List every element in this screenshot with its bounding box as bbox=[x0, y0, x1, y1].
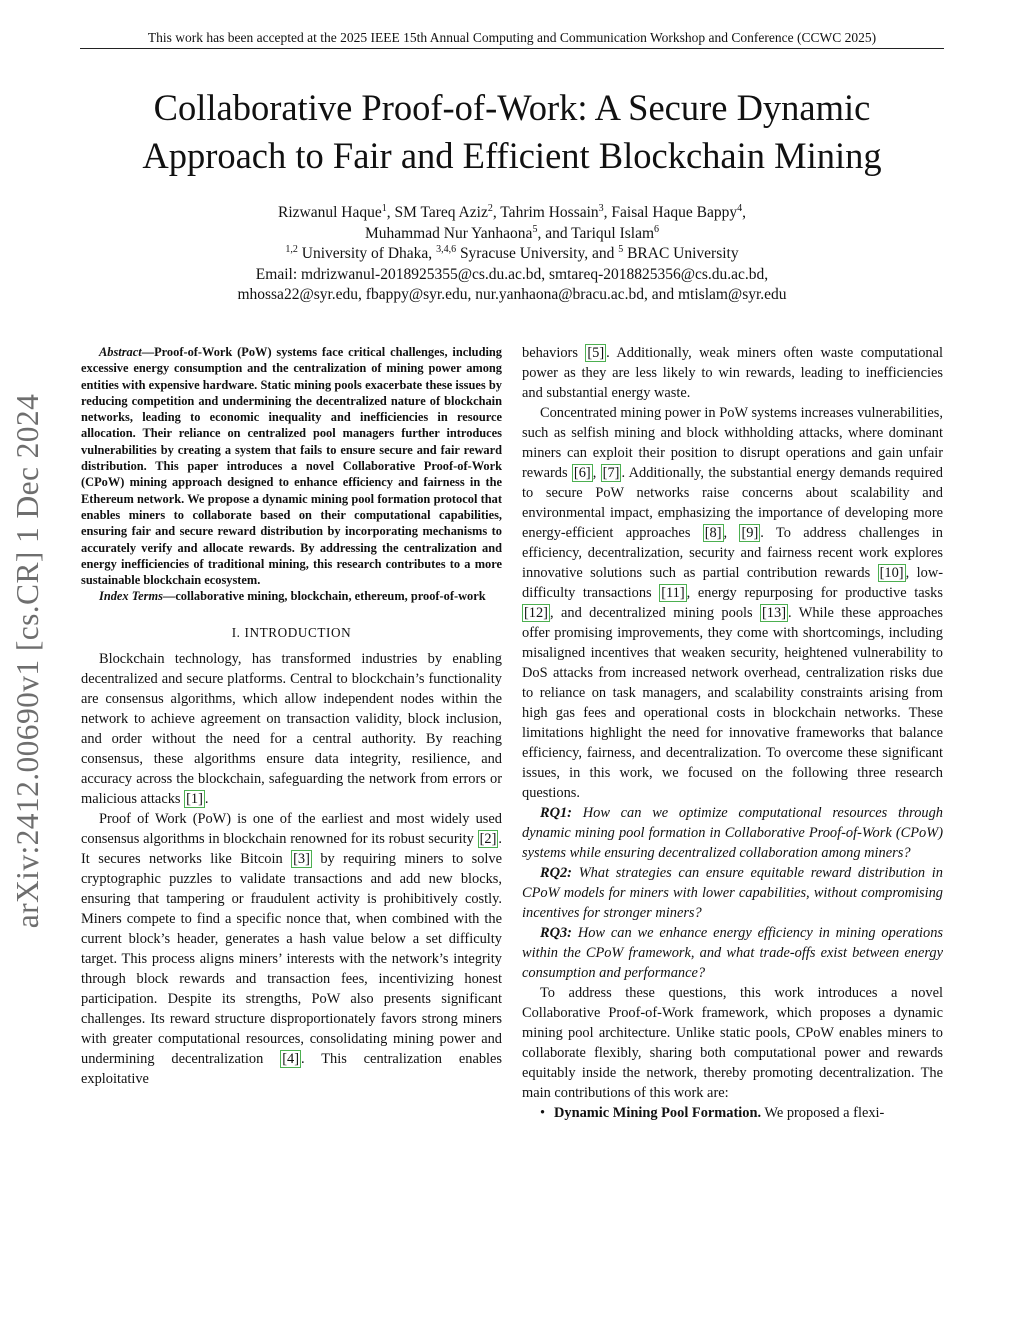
affil-mark: 2 bbox=[487, 203, 493, 214]
research-question-2 bbox=[522, 863, 943, 923]
continued-paragraph bbox=[522, 343, 943, 403]
paragraph-text: , low-difficulty transactions bbox=[522, 565, 943, 601]
index-terms-label: Index Terms bbox=[99, 589, 163, 604]
citation-link[interactable]: [7] bbox=[602, 465, 620, 481]
title-line-2: Approach to Fair and Efficient Blockchain Mining bbox=[142, 135, 882, 176]
paragraph-text: Concentrated mining power in PoW systems increases vulnerabilities, such as selfish mining and block withholding attacks, where dominant miners can exploit their position to disrupt operations and gain unfair rewards bbox=[522, 405, 943, 481]
citation-link[interactable]: [12] bbox=[524, 605, 548, 621]
affil-mark: 3 bbox=[598, 203, 604, 214]
citation-link[interactable]: [11] bbox=[661, 585, 685, 601]
affil-mark: 4 bbox=[737, 203, 743, 214]
bullet-title: Dynamic Mining Pool Formation. bbox=[554, 1105, 762, 1121]
affil-mark: 1 bbox=[381, 203, 387, 214]
citation-link[interactable]: [2] bbox=[479, 830, 497, 847]
affil-mark: 5 bbox=[532, 223, 538, 235]
author-block bbox=[110, 203, 914, 306]
affil-mark: 3,4,6 bbox=[436, 244, 457, 255]
abstract-label: Abstract bbox=[99, 345, 142, 359]
affiliation: University of Dhaka, bbox=[297, 245, 437, 262]
rq-text: How can we enhance energy efficiency in mining operations within the CPoW framework, and what trade-offs exist between energy consumption and performance? bbox=[522, 925, 943, 981]
acceptance-note: This work has been accepted at the 2025 IEEE 15th Annual Computing and Communication Workshop and Conference (CCWC 2025) bbox=[147, 30, 877, 45]
intro-paragraph-3 bbox=[522, 403, 943, 803]
arxiv-identifier: arXiv:2412.00690v1 [cs.CR] 1 Dec 2024 bbox=[10, 393, 45, 929]
author-name: , Tahrim Hossain bbox=[492, 204, 599, 221]
paragraph-text: , energy repurposing for productive tasks bbox=[686, 585, 943, 601]
rq-text: How can we optimize computational resources through dynamic mining pool formation in Collaborative Proof-of-Work (CPoW) systems while ensuring decentralized collaboration among miners? bbox=[522, 805, 943, 861]
citation-link[interactable]: [10] bbox=[879, 565, 904, 581]
paragraph-text: . It secures networks like Bitcoin bbox=[81, 830, 502, 867]
bullet-dot-icon: • bbox=[540, 1105, 546, 1121]
paragraph-text: , and decentralized mining pools bbox=[549, 605, 761, 621]
paragraph-text: Proof of Work (PoW) is one of the earliest and most widely used consensus algorithms in blockchain renowned for its robust security bbox=[81, 810, 502, 847]
rq-text: What strategies can ensure equitable reward distribution in CPoW models for miners with lower capabilities, without compromising incentives for stronger miners? bbox=[522, 865, 943, 921]
author-separator: , bbox=[742, 204, 746, 221]
citation-link[interactable]: [8] bbox=[704, 525, 722, 541]
rq-label: RQ3: bbox=[540, 925, 572, 941]
contributions-paragraph: To address these questions, this work introduces a novel Collaborative Proof-of-Work framework, which proposes a dynamic mining pool architecture. Unlike static pools, CPoW enables miners to collaborate flexibly, sharing both computational power and rewards equitably inside the network, thereby promoting decentralization. The main contributions of this work are: bbox=[522, 985, 943, 1101]
paragraph-text: Blockchain technology, has transformed industries by enabling decentralized and secure platforms. Central to blockchain’s functionality are consensus algorithms, which allow independent nodes within the network to achieve agreement on transaction validity, block inclusion, and order without the need for a central authority. By reaching consensus, these algorithms ensure data integrity, resilience, and accuracy across the blockchain, safeguarding the network from errors or malicious attacks bbox=[81, 650, 502, 807]
research-question-3 bbox=[522, 923, 943, 983]
affiliation: Syracuse University, and bbox=[456, 245, 619, 262]
affiliation-line bbox=[110, 244, 914, 265]
citation-link[interactable]: [9] bbox=[741, 525, 759, 541]
rq-label: RQ1: bbox=[540, 805, 572, 821]
section-heading: I. INTRODUCTION bbox=[231, 624, 352, 640]
author-name: , Faisal Haque Bappy bbox=[603, 204, 738, 221]
paragraph-text: . This centralization enables exploitative bbox=[81, 1050, 503, 1087]
index-terms bbox=[81, 588, 502, 604]
paragraph-text: . Additionally, the substantial energy demands required to secure PoW networks raise concerns about scalability and environmental impact, emphasizing the importance of developing more energy-efficient approaches bbox=[522, 465, 943, 541]
author-line-1 bbox=[110, 203, 914, 224]
author-name: , and Tariqul Islam bbox=[537, 224, 655, 242]
author-name: , SM Tareq Aziz bbox=[386, 204, 488, 221]
affiliation: BRAC University bbox=[623, 245, 739, 262]
author-line-2 bbox=[110, 224, 914, 245]
title-line-1: Collaborative Proof-of-Work: A Secure Dynamic bbox=[153, 87, 871, 128]
email-line-2: mhossa22@syr.edu, fbappy@syr.edu, nur.yanhaona@bracu.ac.bd, and mtislam@syr.edu bbox=[237, 286, 787, 303]
affil-mark: 1,2 bbox=[285, 244, 298, 255]
intro-paragraph-1 bbox=[81, 649, 502, 809]
paragraph-text: , bbox=[592, 465, 601, 481]
citation-link[interactable]: [13] bbox=[762, 605, 786, 621]
intro-paragraph-2 bbox=[81, 809, 502, 1089]
paragraph-text: by requiring miners to solve cryptographic puzzles to validate transactions and add new blocks, ensuring that tampering or fraudulent activity is prohibitively costly. Miners compete to find a specific nonce that, when combined with the current block’s header, generates a hash value below a set difficulty target. This process aligns miners’ interests with the network’s integrity through block rewards and transaction fees, incentivizing honest participation. Despite its strengths, PoW also presents significant challenges. Its reward structure disproportionately favors strong miners with greater computational resources, consolidating mining power and undermining decentralization bbox=[81, 850, 502, 1067]
rq-label: RQ2: bbox=[540, 865, 572, 881]
citation-link[interactable]: [3] bbox=[293, 850, 310, 867]
author-name: Rizwanul Haque bbox=[278, 204, 382, 221]
paragraph-text: behaviors bbox=[522, 345, 586, 361]
left-column bbox=[81, 344, 502, 1089]
abstract bbox=[81, 344, 502, 588]
citation-link[interactable]: [1] bbox=[186, 790, 203, 807]
citation-link[interactable]: [5] bbox=[587, 345, 605, 361]
paragraph-text: . Additionally, weak miners often waste computational power as they are less likely to win rewards, leading to inefficiencies and substantial energy waste. bbox=[522, 345, 943, 401]
contribution-bullet-1 bbox=[522, 1103, 943, 1123]
index-terms-text: —collaborative mining, blockchain, ethereum, proof-of-work bbox=[162, 589, 486, 604]
author-name: Muhammad Nur Yanhaona bbox=[364, 224, 533, 242]
abstract-text: —Proof-of-Work (PoW) systems face critical challenges, including excessive energy consumption and the centralization of mining power among entities with expensive hardware. Static mining pools exacerbate these issues by reducing competition and undermining the decentralized nature of blockchain networks, leading to economic inequality and inefficiencies in resource allocation. Their reliance on centralized pool managers further introduces vulnerabilities by creating a system that fails to ensure secure and fair reward distribution. This paper introduces a novel Collaborative Proof-of-Work (CPoW) mining approach designed to enhance efficiency and fairness in the Ethereum network. We propose a dynamic mining pool formation protocol that enables miners to collaborate based on their computational capabilities, ensuring fair and secure reward distribution by incorporating mechanisms to accurately verify and allocate rewards. By addressing the centralization and energy inefficiencies of traditional mining, this research contributes to a more sustainable blockchain ecosystem. bbox=[81, 345, 502, 588]
header-rule bbox=[80, 48, 944, 49]
affil-mark: 6 bbox=[654, 223, 660, 235]
email-line-1: Email: mdrizwanul-2018925355@cs.du.ac.bd, smtareq-2018825356@cs.du.ac.bd, bbox=[255, 265, 769, 283]
paragraph-text: . To address challenges in efficiency, decentralization, security and fairness recent work explores innovative solutions such as partial contribution rewards bbox=[522, 525, 944, 581]
paper-title bbox=[70, 84, 954, 180]
paragraph-text: , bbox=[723, 525, 740, 541]
research-question-1 bbox=[522, 803, 943, 863]
citation-link[interactable]: [4] bbox=[282, 1050, 299, 1067]
paragraph-text: . While these approaches offer promising improvements, they come with shortcomings, including misaligned incentives that weaken security, heightened vulnerability to DoS attacks from increased network overhead, centralization risks due to reliance on task managers, and scalability constraints arising from high gas fees and operational costs in blockchain networks. These limitations highlight the need for innovative frameworks that balance efficiency, fairness, and decentralization. To overcome these significant issues, in this work, we focused on the following three research questions. bbox=[522, 605, 943, 801]
affil-mark: 5 bbox=[618, 244, 624, 255]
paragraph-text: . bbox=[204, 790, 209, 807]
right-column bbox=[522, 343, 943, 1123]
citation-link[interactable]: [6] bbox=[573, 465, 591, 481]
bullet-text: We proposed a flexi- bbox=[761, 1105, 885, 1121]
arxiv-stamp bbox=[8, 366, 48, 956]
